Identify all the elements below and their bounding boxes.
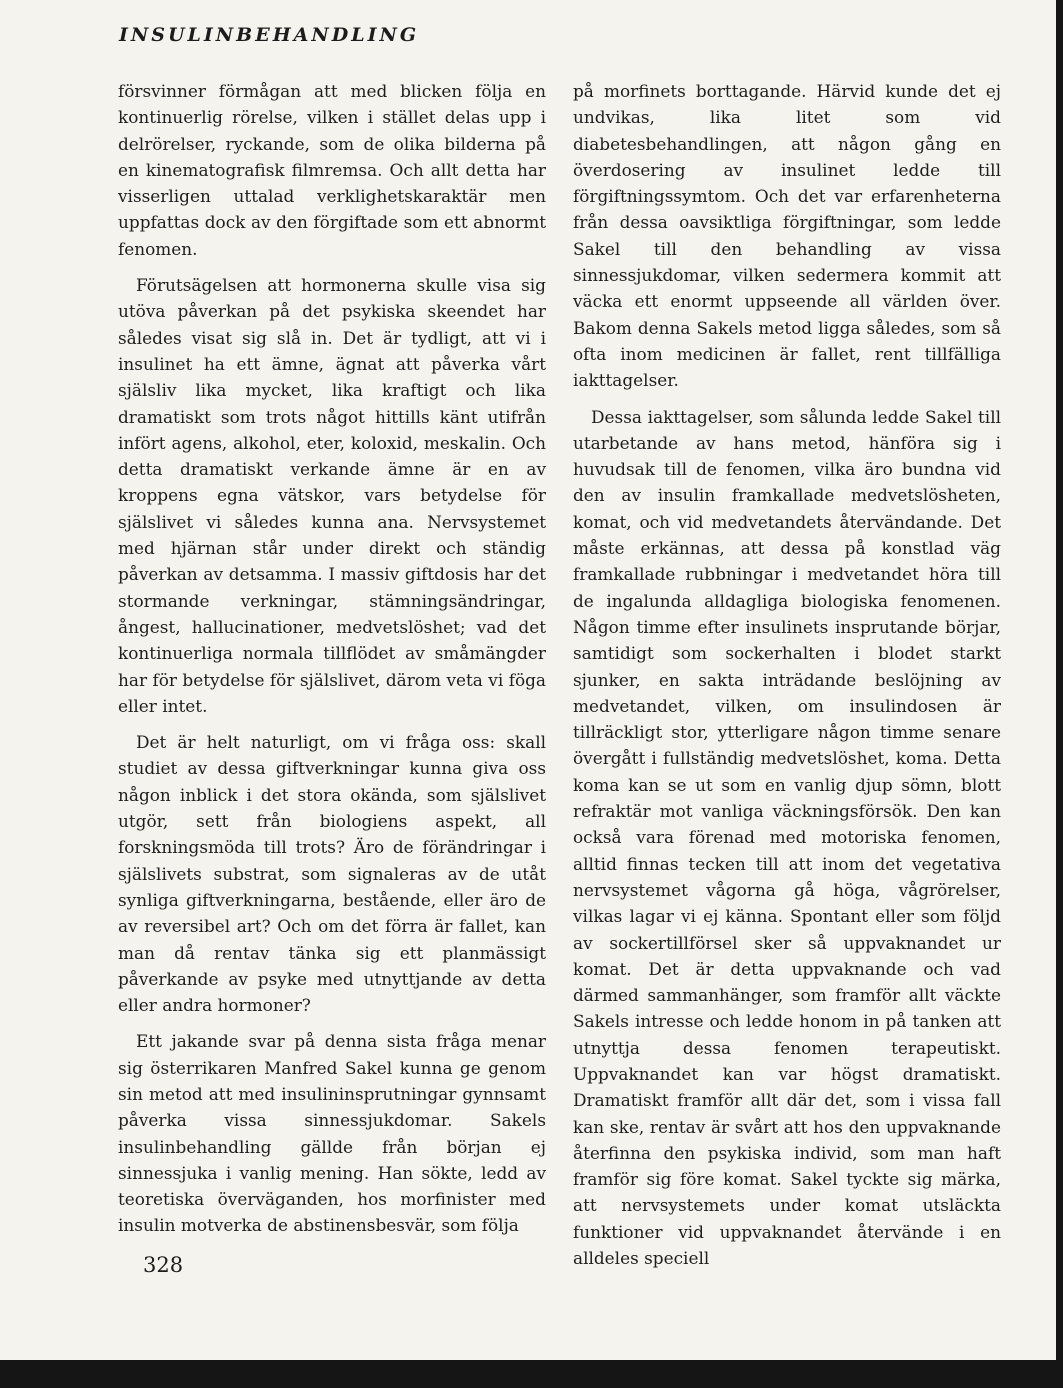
paragraph: Ett jakande svar på denna sista fråga menar sig österrikaren Manfred Sakel kunna ge genom sin metod att med insulininsprutningar gynnsamt påverka vissa sinnessjukdomar. Sakels insulinbehandling gällde från början ej sinnessjuka i vanlig mening. Han sökte, ledd av teoretiska överväganden, hos morfinister med insulin motverka de abstinensbesvär, som följa xyxy=(118,1031,546,1236)
paragraph: Förutsägelsen att hormonerna skulle visa sig utöva påverkan på det psykiska skeendet har således visat sig slå in. Det är tydligt, att vi i insulinet ha ett ämne, ägnat att påverka vårt själsliv lika mycket, lika kraftigt och lika dramatiskt som trots något hittills känt utifrån infört agens, alkohol, eter, koloxid, meskalin. Och detta dramatiskt verkande ämne är en av kroppens egna vätskor, vars betydelse för själslivet vi således kunna ana. Nervsystemet med hjärnan står under direkt och ständig påverkan av detsamma. I massiv giftdosis har det stormande verkningar, stämningsändringar, ångest, hallucinationer, medvetslöshet; vad det kontinuerliga normala tillflödet av småmängder har för betydelse för själslivet, därom veta vi föga eller intet. xyxy=(118,275,546,716)
scan-edge-bottom xyxy=(0,1360,1063,1388)
running-head-title: INSULINBEHANDLING xyxy=(119,24,420,46)
paragraph-continued: på morfinets borttagande. Härvid kunde det ej undvikas, lika litet som vid diabetesbehandlingen, att någon gång en överdosering av insulinet ledde till förgiftningssymtom. Och det var erfarenheterna från dessa oavsiktliga förgiftningar, som ledde Sakel till den behandling av vissa sinnessjukdomar, vilken sedermera kommit att väcka ett enormt uppseende all världen över. Bakom denna Sakels metod ligga således, som så ofta inom medicinen är fallet, rent tillfälliga iakttagelser. xyxy=(573,81,1001,391)
paragraph: Det är helt naturligt, om vi fråga oss: skall studiet av dessa giftverkningar kunna giva oss någon inblick i det stora okända, som själslivet utgör, sett från biologiens aspekt, all forskningsmöda till trots? Äro de förändringar i själslivets substrat, som signaleras av de utåt synliga giftverkningarna, bestående, eller äro de av reversibel art? Och om det förra är fallet, kan man då rentav tänka sig ett planmässigt påverkande av psyke med utnyttjande av detta eller andra hormoner? xyxy=(118,732,546,1016)
paragraph-continued: försvinner förmågan att med blicken följa en kontinuerlig rörelse, vilken i stället delas upp i delrörelser, ryckande, som de olika bilderna på en kinematografisk filmremsa. Och allt detta har visserligen uttalad verklighetskaraktär men uppfattas dock av den förgiftade som ett abnormt fenomen. xyxy=(118,81,546,259)
right-text-column xyxy=(573,78,1001,1281)
scan-edge-right xyxy=(1056,0,1063,1360)
left-text-column xyxy=(118,78,546,1249)
paragraph: Dessa iakttagelser, som sålunda ledde Sakel till utarbetande av hans metod, hänföra sig i huvudsak till de fenomen, vilka äro bundna vid den av insulin framkallade medvetslösheten, komat, och vid medvetandets återvändande. Det måste erkännas, att dessa på konstlad väg framkallade rubbningar i medvetandet höra till de ingalunda alldagliga biologiska fenomenen. Någon timme efter insulinets insprutande börjar, samtidigt som sockerhalten i blodet starkt sjunker, en sakta inträdande beslöjning av medvetandet, vilken, om insulindosen är tillräckligt stor, ytterligare någon timme senare övergått i fullständig medvetslöshet, koma. Detta koma kan se ut som en vanlig djup sömn, blott refraktär mot vanliga väckningsförsök. Den kan också vara förenad med motoriska fenomen, alltid finnas tecken till att inom det vegetativa nervsystemet vågorna gå höga, vågrörelser, vilkas lagar vi ej känna. Spontant eller som följd av sockertillförsel sker så uppvaknandet ur komat. Det är detta uppvaknande och vad därmed sammanhänger, som framför allt väckte Sakels intresse och ledde honom in på tanken att utnyttja dessa fenomen terapeutiskt. Uppvaknandet kan var högst dramatiskt. Dramatiskt framför allt där det, som i vissa fall kan ske, rentav är svårt att hos den uppvaknande återfinna den psykiska individ, som man haft framför sig före komat. Sakel tyckte sig märka, att nervsystemets under komat utsläckta funktioner vid uppvaknandet återvände i en alldeles speciell xyxy=(573,406,1001,1269)
page-number: 328 xyxy=(143,1253,184,1277)
